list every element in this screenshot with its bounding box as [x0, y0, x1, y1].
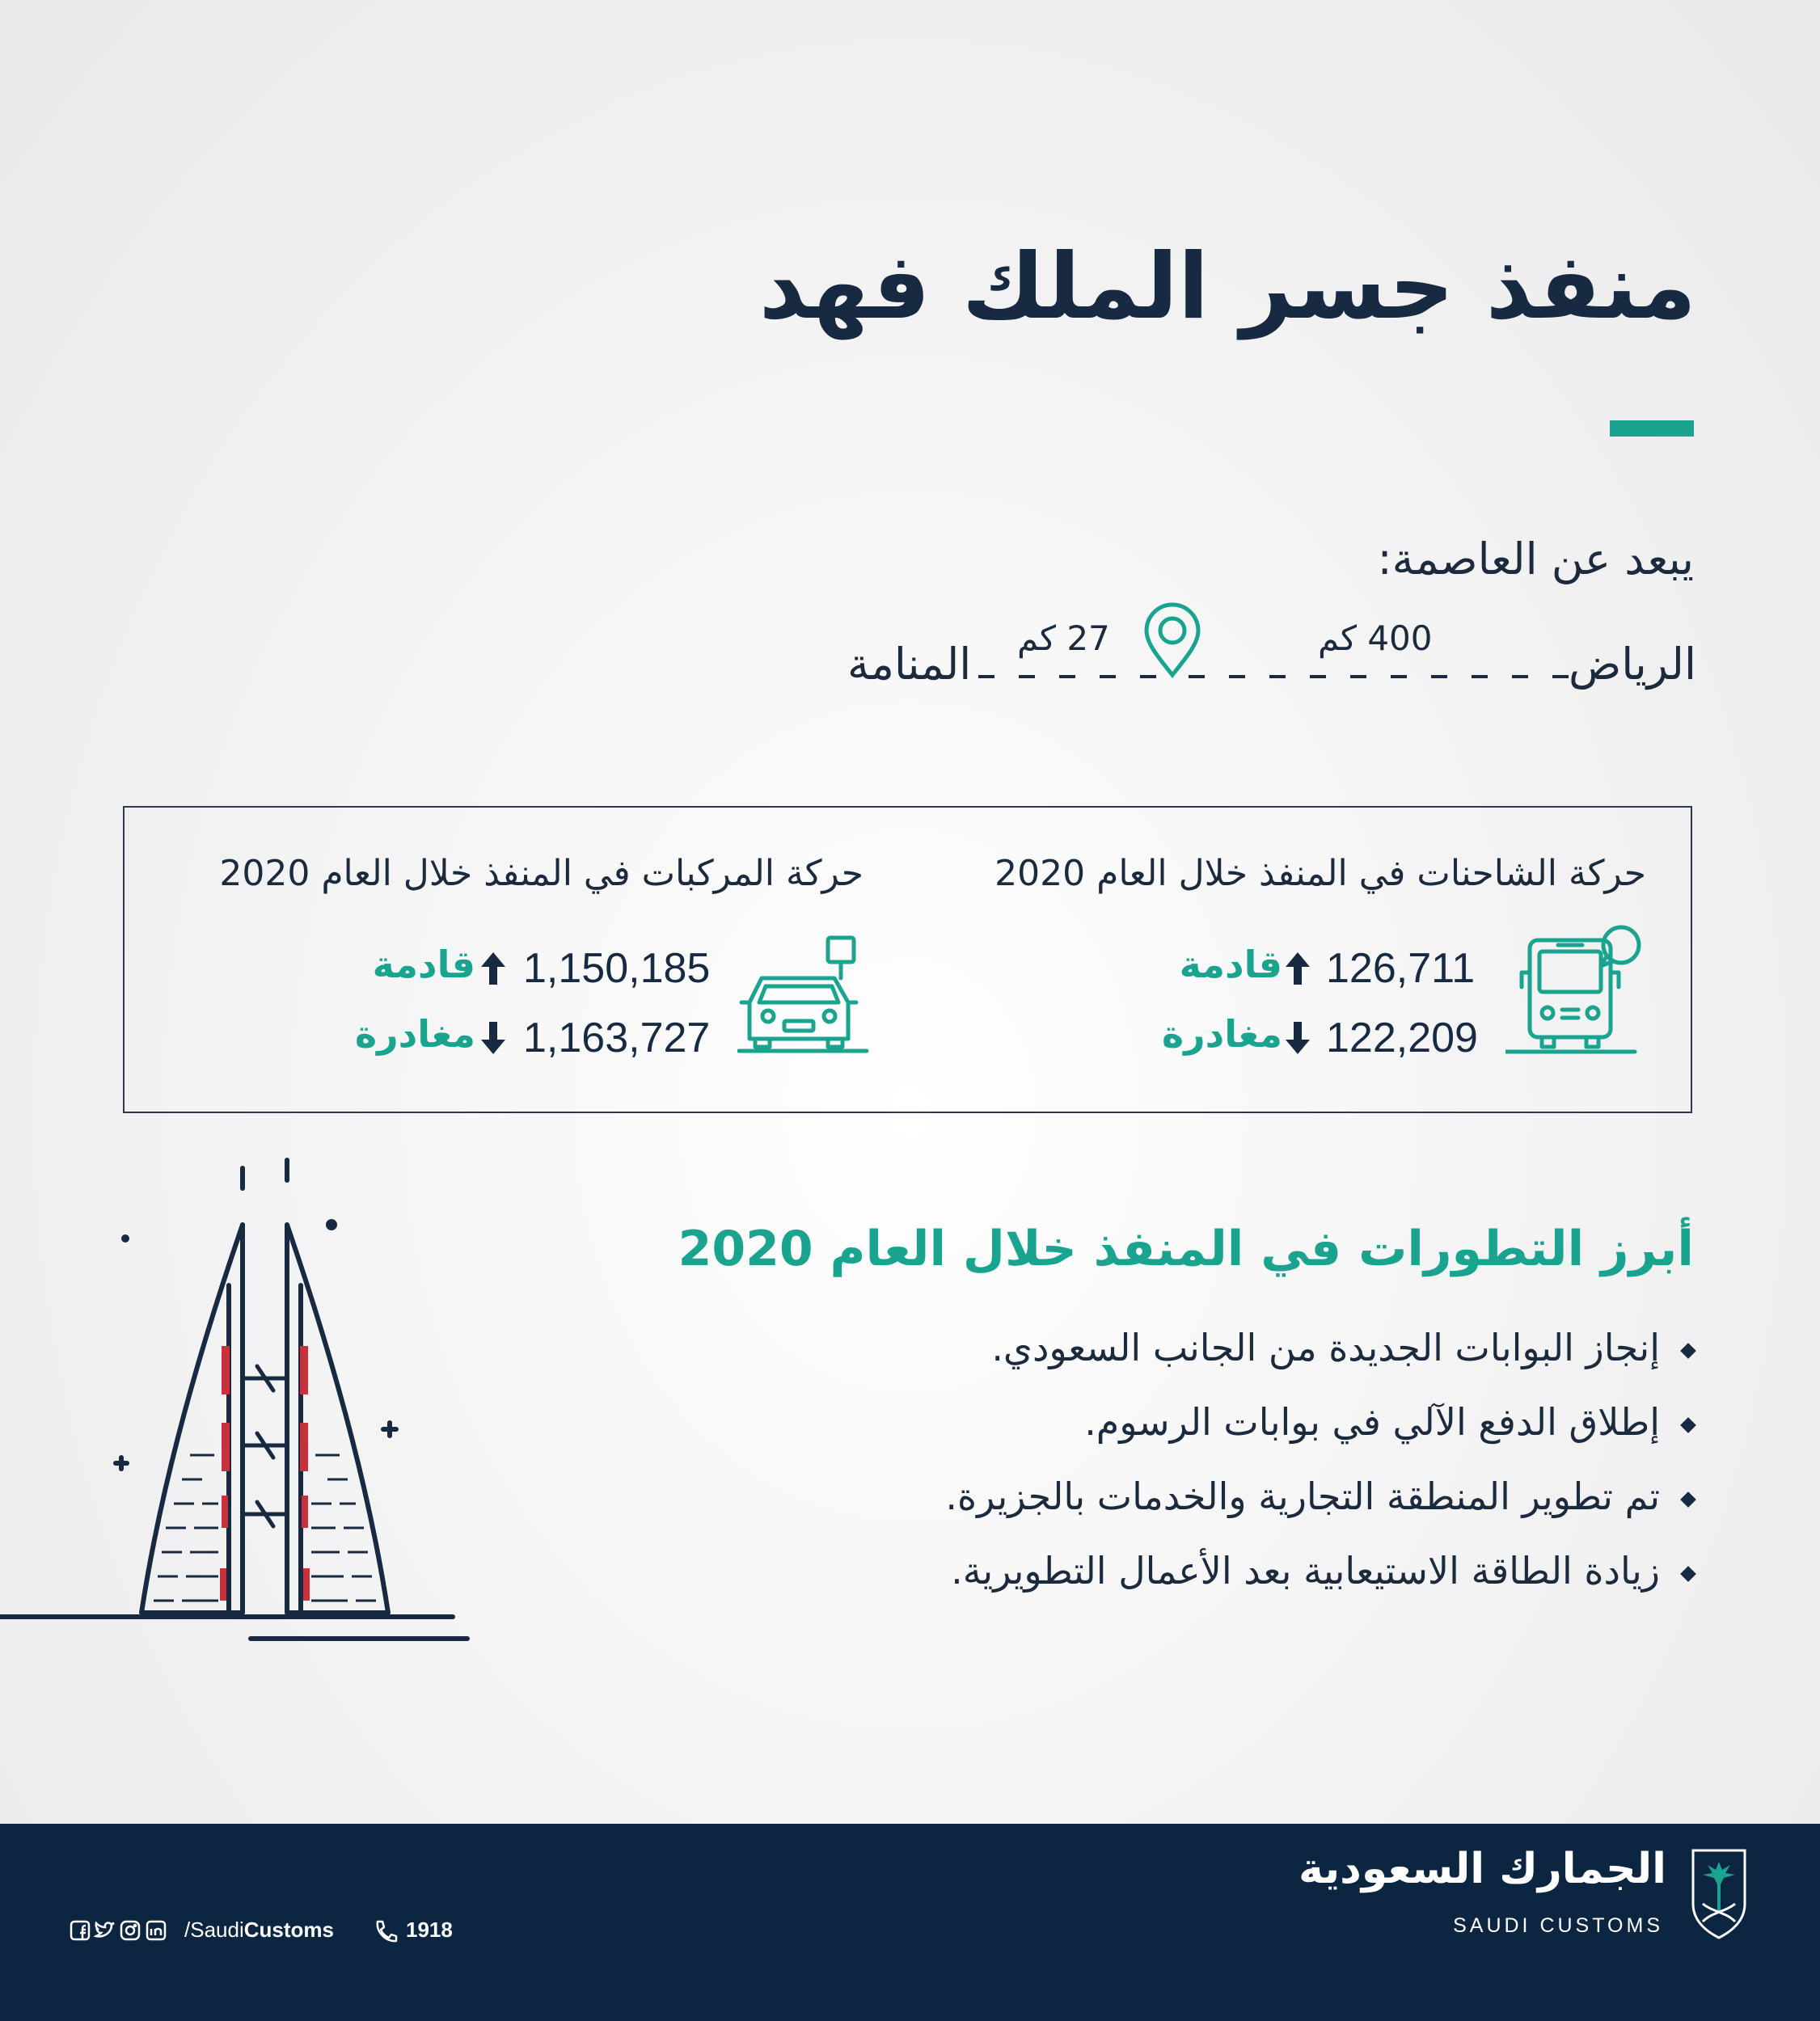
- vehicles-arriving-value: 1,150,185: [523, 945, 711, 992]
- vehicles-title: حركة المركبات في المنفذ خلال العام 2020: [219, 853, 864, 894]
- truck-icon: [1505, 924, 1651, 1057]
- vehicles-arriving-label: قادمة: [372, 943, 475, 986]
- distance-manama: 27 كم: [1017, 618, 1110, 658]
- phone-icon: [374, 1919, 398, 1943]
- vehicles-departing-value: 1,163,727: [523, 1015, 711, 1061]
- bullet-icon: [1680, 1491, 1696, 1508]
- linkedin-icon: [147, 1922, 165, 1939]
- instagram-icon: [121, 1922, 139, 1939]
- title-accent-bar: [1610, 420, 1694, 437]
- bahrain-tower-illustration: [0, 1156, 485, 1649]
- development-item: تم تطوير المنطقة التجارية والخدمات بالجزيرة.: [945, 1475, 1694, 1518]
- distance-riyadh: 400 كم: [1318, 618, 1433, 658]
- trucks-arriving-label: قادمة: [1179, 943, 1282, 986]
- development-item: إطلاق الدفع الآلي في بوابات الرسوم.: [1084, 1400, 1694, 1444]
- developments-title: أبرز التطورات في المنفذ خلال العام 2020: [678, 1221, 1694, 1277]
- saudi-customs-emblem-icon: [1690, 1847, 1748, 1940]
- arrow-up-icon: [1286, 952, 1310, 985]
- trucks-title: حركة الشاحنات في المنفذ خلال العام 2020: [994, 853, 1646, 894]
- vehicles-departing-label: مغادرة: [355, 1012, 475, 1056]
- brand-name-en: SAUDI CUSTOMS: [1453, 1914, 1663, 1937]
- location-pin-icon: [1146, 605, 1198, 675]
- phone-number[interactable]: 1918: [406, 1918, 453, 1942]
- arrow-down-icon: [1286, 1022, 1310, 1054]
- trucks-arriving-value: 126,711: [1326, 945, 1476, 992]
- page-title: منفذ جسر الملك فهد: [758, 234, 1696, 340]
- arrow-up-icon: [481, 952, 505, 985]
- development-item: إنجاز البوابات الجديدة من الجانب السعودي.: [991, 1326, 1694, 1369]
- city-riyadh: الرياض: [1568, 639, 1696, 690]
- arrow-down-icon: [481, 1022, 505, 1054]
- car-icon: [737, 934, 871, 1055]
- trucks-departing-label: مغادرة: [1162, 1012, 1282, 1056]
- facebook-icon: [71, 1922, 89, 1939]
- distance-label: يبعد عن العاصمة:: [1377, 534, 1694, 584]
- bullet-icon: [1680, 1566, 1696, 1582]
- social-handle[interactable]: /SaudiCustoms: [184, 1918, 334, 1942]
- development-item: زيادة الطاقة الاستيعابية بعد الأعمال التطويرية.: [951, 1549, 1694, 1593]
- social-icons: [70, 1920, 175, 1941]
- city-manama: المنامة: [847, 639, 972, 690]
- brand-name-ar: الجمارك السعودية: [1298, 1845, 1666, 1893]
- twitter-icon: [96, 1923, 114, 1937]
- bullet-icon: [1680, 1417, 1696, 1433]
- trucks-departing-value: 122,209: [1326, 1015, 1478, 1061]
- bullet-icon: [1680, 1343, 1696, 1359]
